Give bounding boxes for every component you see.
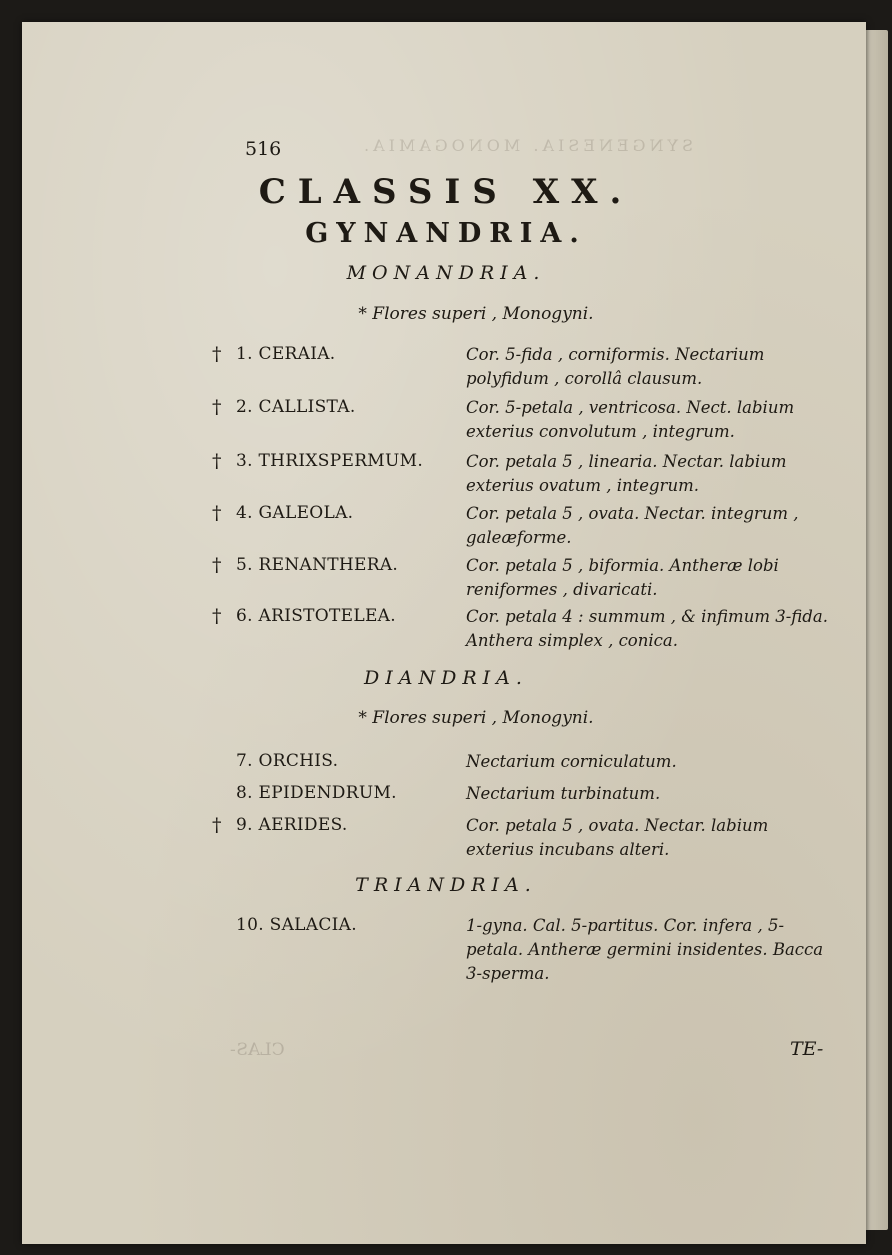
dagger-mark: † <box>212 396 222 418</box>
dagger-mark: † <box>212 343 222 365</box>
page-number: 516 <box>245 138 282 160</box>
genus-description: Cor. petala 4 : summum , & infimum 3-fida. Anthera simplex , conica. <box>466 607 828 650</box>
dagger-mark: † <box>212 814 222 836</box>
bleed-through-header: SYNGENESIA. MONOGAMIA. <box>360 136 693 155</box>
genus-description: Nectarium turbinatum. <box>466 784 661 803</box>
genus-description: Cor. petala 5 , linearia. Nectar. labium exterius ovatum , integrum. <box>466 452 787 495</box>
dagger-mark: † <box>212 450 222 472</box>
genus-name: 3. THRIXSPERMUM. <box>236 451 424 471</box>
catchword: TE- <box>790 1038 824 1060</box>
class-title: CLASSIS XX. <box>258 172 634 212</box>
genus-description: 1-gyna. Cal. 5-partitus. Cor. infera , 5-petala. Antheræ germini insidentes. Bacca 3-sperma. <box>466 916 824 983</box>
genus-description: Cor. 5-petala , ventricosa. Nect. labium exterius convolutum , integrum. <box>466 398 795 441</box>
section-monandria: MONANDRIA. <box>346 262 546 284</box>
genus-name: 8. EPIDENDRUM. <box>236 783 397 803</box>
dagger-mark: † <box>212 605 222 627</box>
genus-name: 6. ARISTOTELEA. <box>236 606 396 626</box>
genus-name: 7. ORCHIS. <box>236 751 339 771</box>
genus-description: Cor. petala 5 , ovata. Nectar. labium exterius incubans alteri. <box>466 816 769 859</box>
genus-description: Cor. petala 5 , biformia. Antheræ lobi reniformes , divaricati. <box>466 556 779 599</box>
genus-description: Cor. 5-fida , corniformis. Nectarium polyfidum , corollâ clausum. <box>466 345 765 388</box>
genus-name: 4. GALEOLA. <box>236 503 354 523</box>
genus-description: Nectarium corniculatum. <box>466 752 677 771</box>
genus-name: 9. AERIDES. <box>236 815 348 835</box>
diandria-subheading: * Flores superi , Monogyni. <box>358 708 594 728</box>
genus-name: 10. SALACIA. <box>236 915 357 935</box>
dagger-mark: † <box>212 502 222 524</box>
dagger-mark: † <box>212 554 222 576</box>
genus-description: Cor. petala 5 , ovata. Nectar. integrum , galeæforme. <box>466 504 799 547</box>
genus-name: 1. CERAIA. <box>236 344 336 364</box>
class-subtitle: GYNANDRIA. <box>305 218 587 249</box>
section-triandria: TRIANDRIA. <box>355 874 537 896</box>
genus-name: 2. CALLISTA. <box>236 397 356 417</box>
section-diandria: DIANDRIA. <box>364 667 528 689</box>
bleed-through-catchword: CLAS- <box>230 1040 285 1060</box>
monandria-subheading: * Flores superi , Monogyni. <box>358 304 594 324</box>
genus-name: 5. RENANTHERA. <box>236 555 399 575</box>
